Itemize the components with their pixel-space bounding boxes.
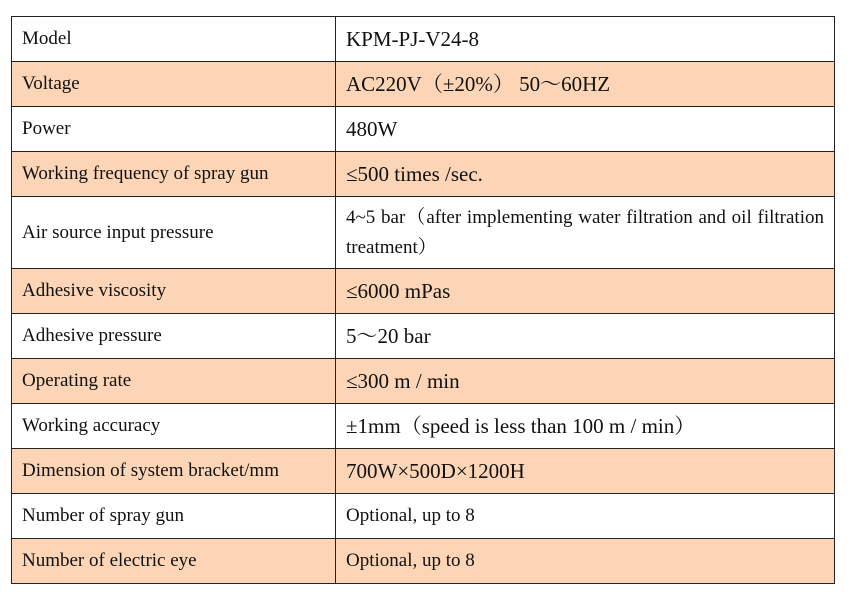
row-label-spray-gun-count: Number of spray gun <box>12 494 336 539</box>
table-row <box>12 62 835 107</box>
table-row <box>12 494 835 539</box>
row-value-air-pressure: 4~5 bar（after implementing water filtration and oil filtration treatment） <box>336 197 835 269</box>
row-label-adhesive-pressure: Adhesive pressure <box>12 314 336 359</box>
table-row <box>12 269 835 314</box>
row-value-power: 480W <box>336 107 835 152</box>
row-label-adhesive-viscosity: Adhesive viscosity <box>12 269 336 314</box>
row-value-electric-eye-count: Optional, up to 8 <box>336 539 835 584</box>
row-value-operating-rate: ≤300 m / min <box>336 359 835 404</box>
row-label-operating-rate: Operating rate <box>12 359 336 404</box>
row-value-adhesive-viscosity: ≤6000 mPas <box>336 269 835 314</box>
row-label-spray-frequency: Working frequency of spray gun <box>12 152 336 197</box>
row-value-spray-gun-count: Optional, up to 8 <box>336 494 835 539</box>
row-value-model: KPM-PJ-V24-8 <box>336 17 835 62</box>
row-label-power: Power <box>12 107 336 152</box>
row-label-air-pressure: Air source input pressure <box>12 197 336 269</box>
table-row <box>12 404 835 449</box>
table-row <box>12 107 835 152</box>
row-value-adhesive-pressure: 5～20 bar <box>336 314 835 359</box>
specification-table <box>11 16 835 584</box>
row-value-spray-frequency: ≤500 times /sec. <box>336 152 835 197</box>
table-row <box>12 539 835 584</box>
table-row <box>12 359 835 404</box>
table-row <box>12 197 835 269</box>
row-value-working-accuracy: ±1mm（speed is less than 100 m / min） <box>336 404 835 449</box>
table-row <box>12 449 835 494</box>
row-label-bracket-dimension: Dimension of system bracket/mm <box>12 449 336 494</box>
row-value-bracket-dimension: 700W×500D×1200H <box>336 449 835 494</box>
row-label-electric-eye-count: Number of electric eye <box>12 539 336 584</box>
row-value-voltage: AC220V（±20%） 50～60HZ <box>336 62 835 107</box>
table-row <box>12 152 835 197</box>
table-row <box>12 314 835 359</box>
row-label-voltage: Voltage <box>12 62 336 107</box>
row-label-model: Model <box>12 17 336 62</box>
row-label-working-accuracy: Working accuracy <box>12 404 336 449</box>
table-row <box>12 17 835 62</box>
